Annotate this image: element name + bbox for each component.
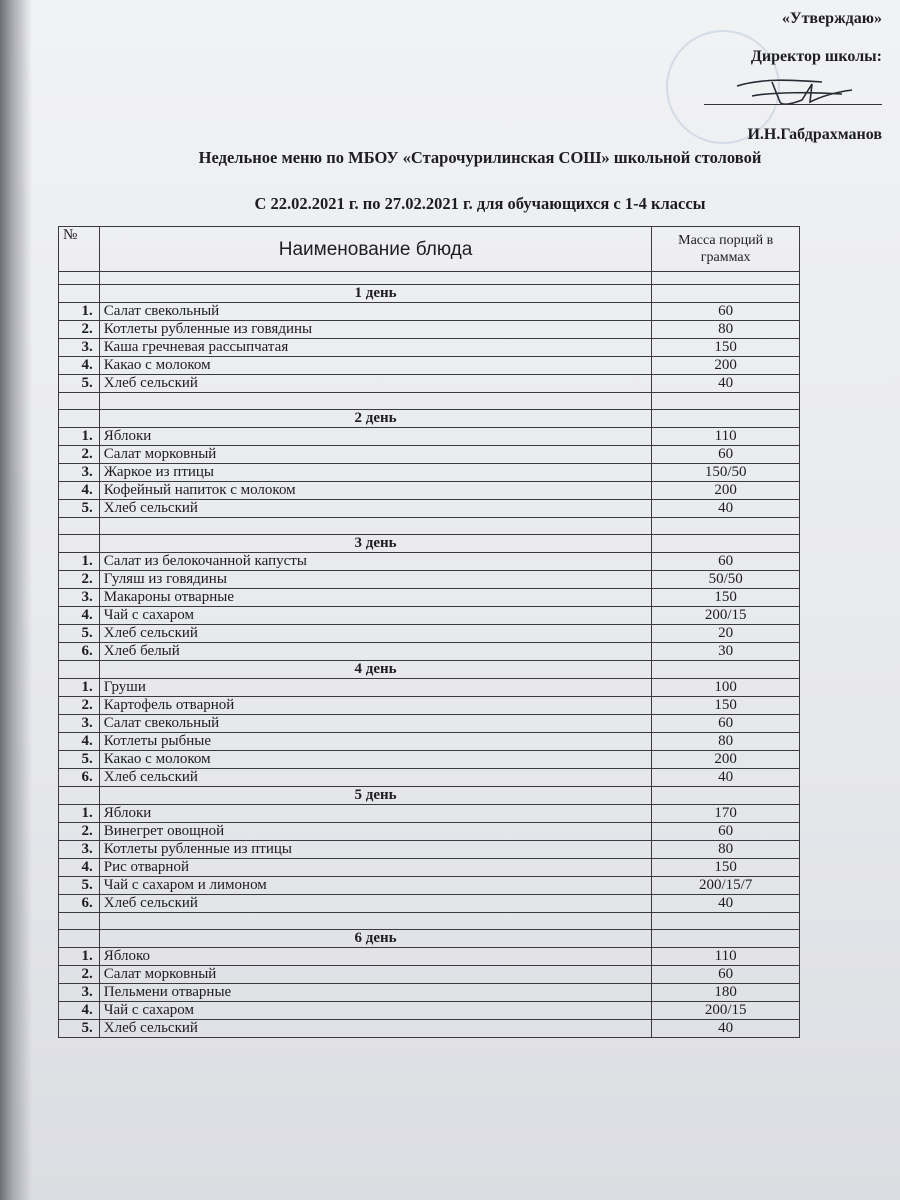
table-row — [59, 715, 800, 733]
table-row — [59, 625, 800, 643]
portion-mass: 80 — [652, 321, 800, 339]
item-number: 4. — [59, 1002, 100, 1020]
table-row — [59, 823, 800, 841]
portion-mass: 170 — [652, 805, 800, 823]
dish-name: Хлеб сельский — [99, 895, 652, 913]
menu-table — [58, 226, 800, 1038]
day-label: 1 день — [99, 285, 652, 303]
dish-name: Хлеб белый — [99, 643, 652, 661]
dish-name: Какао с молоком — [99, 357, 652, 375]
dish-name: Салат из белокочанной капусты — [99, 553, 652, 571]
portion-mass: 40 — [652, 500, 800, 518]
table-row — [59, 303, 800, 321]
item-number: 2. — [59, 571, 100, 589]
table-row — [59, 733, 800, 751]
table-row — [59, 966, 800, 984]
portion-mass: 40 — [652, 375, 800, 393]
table-row — [59, 428, 800, 446]
header-number: № — [59, 227, 100, 272]
day-label: 3 день — [99, 535, 652, 553]
item-number: 3. — [59, 984, 100, 1002]
approval-label: «Утверждаю» — [781, 10, 882, 27]
item-number: 2. — [59, 446, 100, 464]
dish-name: Пельмени отварные — [99, 984, 652, 1002]
item-number: 4. — [59, 482, 100, 500]
portion-mass: 80 — [652, 841, 800, 859]
table-row — [59, 1002, 800, 1020]
item-number: 6. — [59, 643, 100, 661]
table-row — [59, 357, 800, 375]
header-sub-row — [59, 272, 800, 285]
dish-name: Яблоко — [99, 948, 652, 966]
table-row — [59, 895, 800, 913]
table-row — [59, 841, 800, 859]
table-header-row — [59, 227, 800, 272]
portion-mass: 150/50 — [652, 464, 800, 482]
director-position: Директор школы: — [750, 48, 882, 65]
item-number: 3. — [59, 589, 100, 607]
portion-mass: 180 — [652, 984, 800, 1002]
portion-mass: 60 — [652, 553, 800, 571]
dish-name: Чай с сахаром и лимоном — [99, 877, 652, 895]
dish-name: Хлеб сельский — [99, 1020, 652, 1038]
item-number: 3. — [59, 339, 100, 357]
dish-name: Салат морковный — [99, 446, 652, 464]
day-header-row — [59, 661, 800, 679]
table-row — [59, 751, 800, 769]
item-number: 4. — [59, 357, 100, 375]
table-row — [59, 769, 800, 787]
table-row — [59, 464, 800, 482]
item-number: 2. — [59, 966, 100, 984]
page-title: Недельное меню по МБОУ «Старочурилинская СОШ» школьной столовой — [198, 148, 762, 167]
item-number: 4. — [59, 607, 100, 625]
item-number: 1. — [59, 805, 100, 823]
portion-mass: 150 — [652, 339, 800, 357]
table-row — [59, 643, 800, 661]
item-number: 1. — [59, 303, 100, 321]
dish-name: Котлеты рыбные — [99, 733, 652, 751]
item-number: 3. — [59, 464, 100, 482]
dish-name: Каша гречневая рассыпчатая — [99, 339, 652, 357]
portion-mass: 200/15 — [652, 607, 800, 625]
day-header-row — [59, 787, 800, 805]
dish-name: Салат свекольный — [99, 303, 652, 321]
table-row — [59, 321, 800, 339]
portion-mass: 150 — [652, 697, 800, 715]
portion-mass: 110 — [652, 428, 800, 446]
dish-name: Кофейный напиток с молоком — [99, 482, 652, 500]
day-header-row — [59, 285, 800, 303]
dish-name: Хлеб сельский — [99, 769, 652, 787]
portion-mass: 30 — [652, 643, 800, 661]
portion-mass: 110 — [652, 948, 800, 966]
item-number: 3. — [59, 841, 100, 859]
item-number: 6. — [59, 895, 100, 913]
day-label: 5 день — [99, 787, 652, 805]
menu-body — [59, 285, 800, 1038]
dish-name: Салат морковный — [99, 966, 652, 984]
dish-name: Какао с молоком — [99, 751, 652, 769]
dish-name: Рис отварной — [99, 859, 652, 877]
portion-mass: 40 — [652, 769, 800, 787]
table-row — [59, 805, 800, 823]
dish-name: Гуляш из говядины — [99, 571, 652, 589]
dish-name: Хлеб сельский — [99, 625, 652, 643]
portion-mass: 60 — [652, 446, 800, 464]
table-row — [59, 482, 800, 500]
table-row — [59, 571, 800, 589]
portion-mass: 80 — [652, 733, 800, 751]
item-number: 5. — [59, 375, 100, 393]
dish-name: Яблоки — [99, 805, 652, 823]
portion-mass: 60 — [652, 715, 800, 733]
portion-mass: 200/15/7 — [652, 877, 800, 895]
portion-mass: 200 — [652, 357, 800, 375]
table-row — [59, 948, 800, 966]
dish-name: Макароны отварные — [99, 589, 652, 607]
portion-mass: 60 — [652, 303, 800, 321]
day-header-row — [59, 930, 800, 948]
dish-name: Котлеты рубленные из говядины — [99, 321, 652, 339]
table-row — [59, 589, 800, 607]
dish-name: Чай с сахаром — [99, 1002, 652, 1020]
item-number: 5. — [59, 500, 100, 518]
table-row — [59, 679, 800, 697]
table-row — [59, 859, 800, 877]
signature-line — [704, 104, 882, 105]
page-edge-shadow — [0, 0, 32, 1200]
signature-icon — [732, 72, 862, 112]
approval-block — [622, 8, 882, 144]
portion-mass: 100 — [652, 679, 800, 697]
portion-mass: 200 — [652, 751, 800, 769]
dish-name: Салат свекольный — [99, 715, 652, 733]
table-row — [59, 607, 800, 625]
portion-mass: 50/50 — [652, 571, 800, 589]
item-number: 3. — [59, 715, 100, 733]
table-row — [59, 553, 800, 571]
signature-area — [622, 66, 882, 118]
item-number: 5. — [59, 751, 100, 769]
item-number: 2. — [59, 823, 100, 841]
dish-name: Котлеты рубленные из птицы — [99, 841, 652, 859]
header-dish-name: Наименование блюда — [99, 227, 652, 272]
table-row — [59, 375, 800, 393]
portion-mass: 150 — [652, 859, 800, 877]
page-subtitle: С 22.02.2021 г. по 27.02.2021 г. для обучающихся с 1-4 классы — [254, 194, 706, 213]
day-label: 4 день — [99, 661, 652, 679]
item-number: 1. — [59, 428, 100, 446]
director-name: И.Н.Габдрахманов — [747, 126, 882, 143]
portion-mass: 40 — [652, 1020, 800, 1038]
item-number: 4. — [59, 859, 100, 877]
item-number: 2. — [59, 321, 100, 339]
portion-mass: 150 — [652, 589, 800, 607]
dish-name: Картофель отварной — [99, 697, 652, 715]
table-row — [59, 984, 800, 1002]
day-header-row — [59, 410, 800, 428]
item-number: 1. — [59, 679, 100, 697]
table-row — [59, 500, 800, 518]
header-portion-mass: Масса порций в граммах — [652, 227, 800, 272]
table-row — [59, 446, 800, 464]
item-number: 4. — [59, 733, 100, 751]
day-label: 6 день — [99, 930, 652, 948]
blank-row — [59, 518, 800, 535]
day-header-row — [59, 535, 800, 553]
item-number: 1. — [59, 948, 100, 966]
item-number: 5. — [59, 1020, 100, 1038]
dish-name: Чай с сахаром — [99, 607, 652, 625]
portion-mass: 60 — [652, 823, 800, 841]
item-number: 1. — [59, 553, 100, 571]
dish-name: Груши — [99, 679, 652, 697]
item-number: 6. — [59, 769, 100, 787]
item-number: 5. — [59, 625, 100, 643]
dish-name: Жаркое из птицы — [99, 464, 652, 482]
dish-name: Винегрет овощной — [99, 823, 652, 841]
table-row — [59, 697, 800, 715]
portion-mass: 60 — [652, 966, 800, 984]
table-row — [59, 877, 800, 895]
blank-row — [59, 393, 800, 410]
portion-mass: 200 — [652, 482, 800, 500]
portion-mass: 40 — [652, 895, 800, 913]
portion-mass: 200/15 — [652, 1002, 800, 1020]
dish-name: Хлеб сельский — [99, 375, 652, 393]
item-number: 2. — [59, 697, 100, 715]
table-row — [59, 339, 800, 357]
day-label: 2 день — [99, 410, 652, 428]
portion-mass: 20 — [652, 625, 800, 643]
dish-name: Яблоки — [99, 428, 652, 446]
dish-name: Хлеб сельский — [99, 500, 652, 518]
blank-row — [59, 913, 800, 930]
item-number: 5. — [59, 877, 100, 895]
table-row — [59, 1020, 800, 1038]
